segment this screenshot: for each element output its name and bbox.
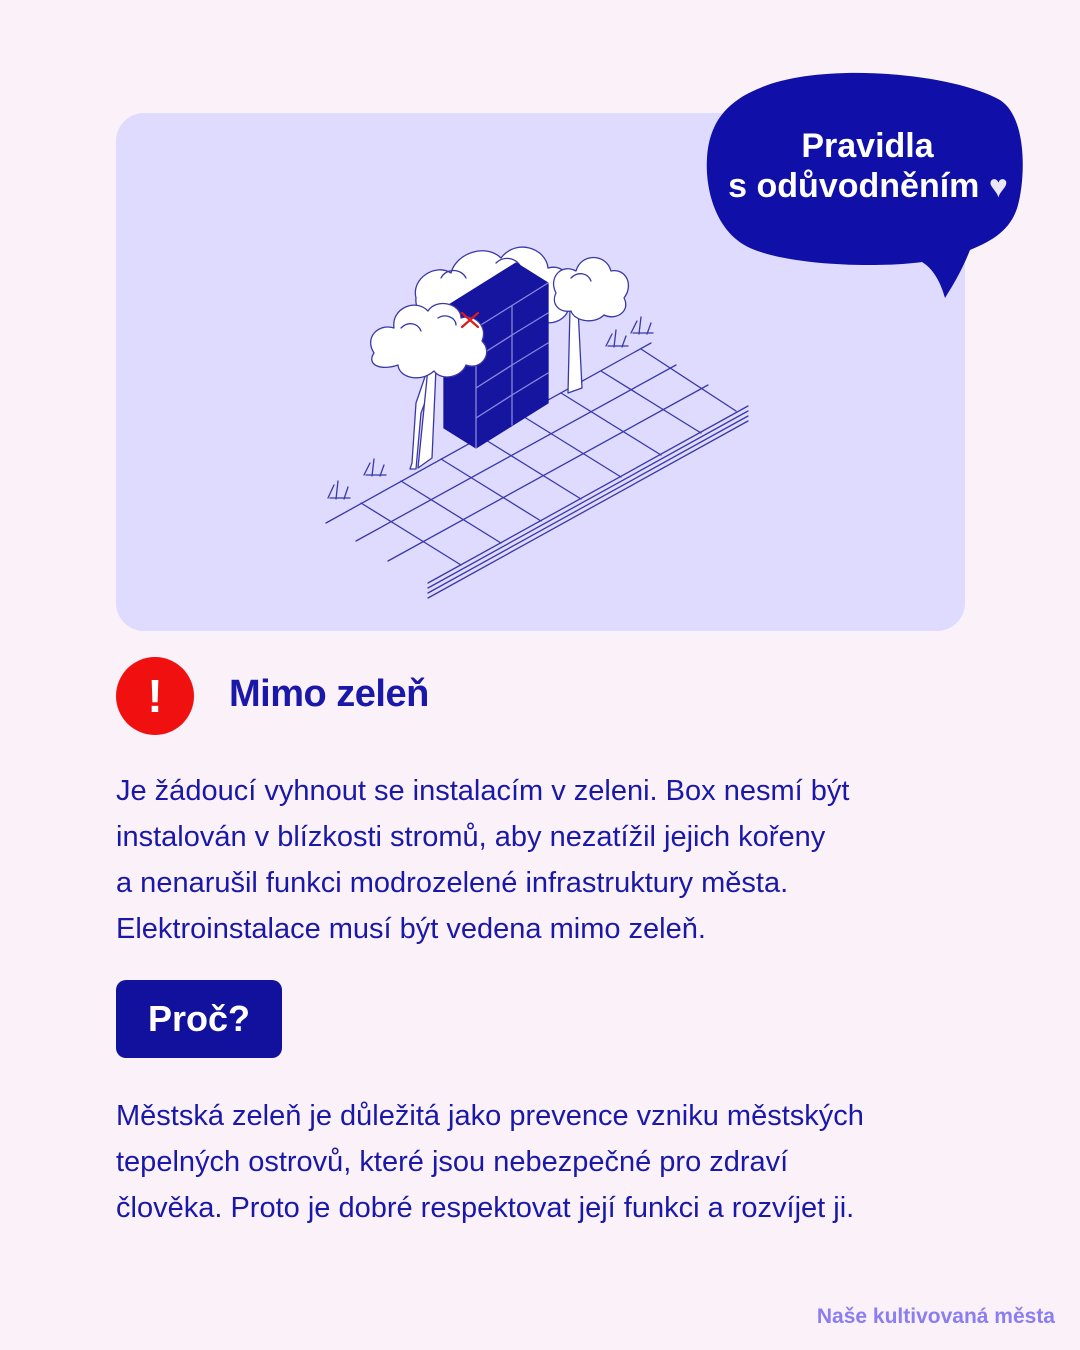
exclamation-icon: ! bbox=[116, 657, 194, 735]
rule-line: instalován v blízkosti stromů, aby nezatížil jejich kořeny bbox=[116, 821, 826, 853]
speech-bubble bbox=[700, 70, 1030, 310]
why-line: člověka. Proto je dobré respektovat její funkci a rozvíjet ji. bbox=[116, 1192, 855, 1224]
rule-line: Je žádoucí vyhnout se instalacím v zeleni. Box nesmí být bbox=[116, 775, 850, 807]
why-description bbox=[116, 1093, 996, 1231]
heart-icon: ♥ bbox=[988, 168, 1008, 204]
bubble-text bbox=[700, 126, 1030, 206]
rule-line: Elektroinstalace musí být vedena mimo zeleň. bbox=[116, 913, 706, 945]
why-badge: Proč? bbox=[116, 980, 282, 1058]
bubble-title-line1: Pravidla bbox=[801, 127, 934, 165]
bubble-title-line2-text: s odůvodněním bbox=[728, 167, 980, 205]
why-line: Městská zeleň je důležitá jako prevence vzniku městských bbox=[116, 1100, 864, 1132]
rule-line: a nenarušil funkci modrozelené infrastruktury města. bbox=[116, 867, 789, 899]
rule-description bbox=[116, 768, 996, 952]
why-line: tepelných ostrovů, které jsou nebezpečné pro zdraví bbox=[116, 1146, 789, 1178]
bubble-title-line2 bbox=[700, 166, 1030, 206]
rule-title: Mimo zeleň bbox=[229, 673, 429, 715]
footer-brand: Naše kultivovaná města bbox=[816, 1305, 1055, 1328]
